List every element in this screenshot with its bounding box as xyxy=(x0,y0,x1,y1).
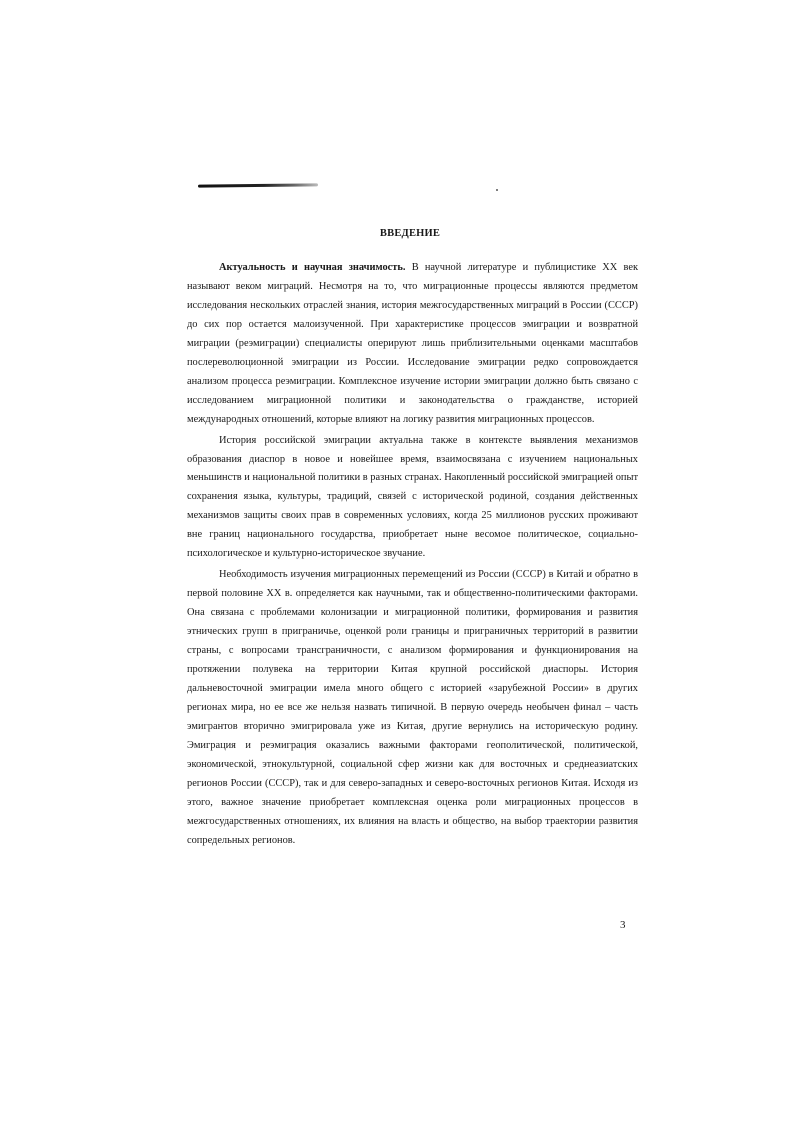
section-heading: ВВЕДЕНИЕ xyxy=(379,228,441,239)
scan-artifact-line xyxy=(198,183,318,187)
paragraph-text: История российской эмиграции актуальна также в контексте выявления механизмов образования диаспор в новое и новейшее время, взаимосвязана с изучением национальных меньшинств и национальной политики в разных странах. Накопленный российской эмиграцией опыт сохранения языка, культуры, традиций, связей с исторической родиной, создания действенных механизмов защиты своих прав в современных условиях, когда 25 миллионов русских проживают вне границ национального государства, приобретает ныне весомое политическое, социально-психологическое и культурно-историческое звучание. xyxy=(187,434,638,560)
page-number: 3 xyxy=(620,919,626,931)
paragraph-lead: Актуальность и научная значимость. xyxy=(219,262,406,273)
paragraph-text: В научной литературе и публицистике XX век называют веком миграций. Несмотря на то, что миграционные процессы являются предметом исследования нескольких отраслей знания, история межгосударственных миграций в России (СССР) до сих пор остается малоизученной. При характеристике процессов эмиграции и возвратной миграции (реэмиграции) специалисты оперируют лишь приблизительными оценками масштабов послереволюционной эмиграции из России. Исследование эмиграции редко сопровождается анализом процесса реэмиграции. Комплексное изучение истории эмиграции должно быть связано с исследованием миграционной политики и законодательства о гражданстве, историей международных отношений, которые влияют на логику развития миграционных процессов. xyxy=(187,262,638,425)
body-text xyxy=(187,259,638,853)
paragraph-necessity xyxy=(187,566,638,850)
paragraph-text: Необходимость изучения миграционных перемещений из России (СССР) в Китай и обратно в первой половине XX в. определяется как научными, так и общественно-политическими факторами. Она связана с проблемами колонизации и миграционной политики, формирования и развития этнических групп в приграничье, оценкой роли границы и приграничных территорий в развитии страны, с вопросами трансграничности, с анализом формирования и функционирования на протяжении полувека на территории Китая крупной российской диаспоры. История дальневосточной эмиграции имела много общего с историей «зарубежной России» в других регионах мира, но ее все же нельзя назвать типичной. В первую очередь необычен финал – часть эмигрантов вторично эмигрировала уже из Китая, другие вернулись на историческую родину. Эмиграция и реэмиграция оказались важными факторами геополитической, политической, экономической, этнокультурной, социальной сфер жизни как для восточных и среднеазиатских регионов России (СССР), так и для северо-западных и северо-восточных регионов Китая. Исходя из этого, важное значение приобретает комплексная оценка роли миграционных процессов в межгосударственных отношениях, их влияния на власть и общество, на выбор траектории развития сопредельных регионов. xyxy=(187,569,638,846)
paragraph-emigration-history xyxy=(187,432,638,565)
scan-artifact-dot xyxy=(496,189,498,191)
paragraph-relevance xyxy=(187,259,638,430)
